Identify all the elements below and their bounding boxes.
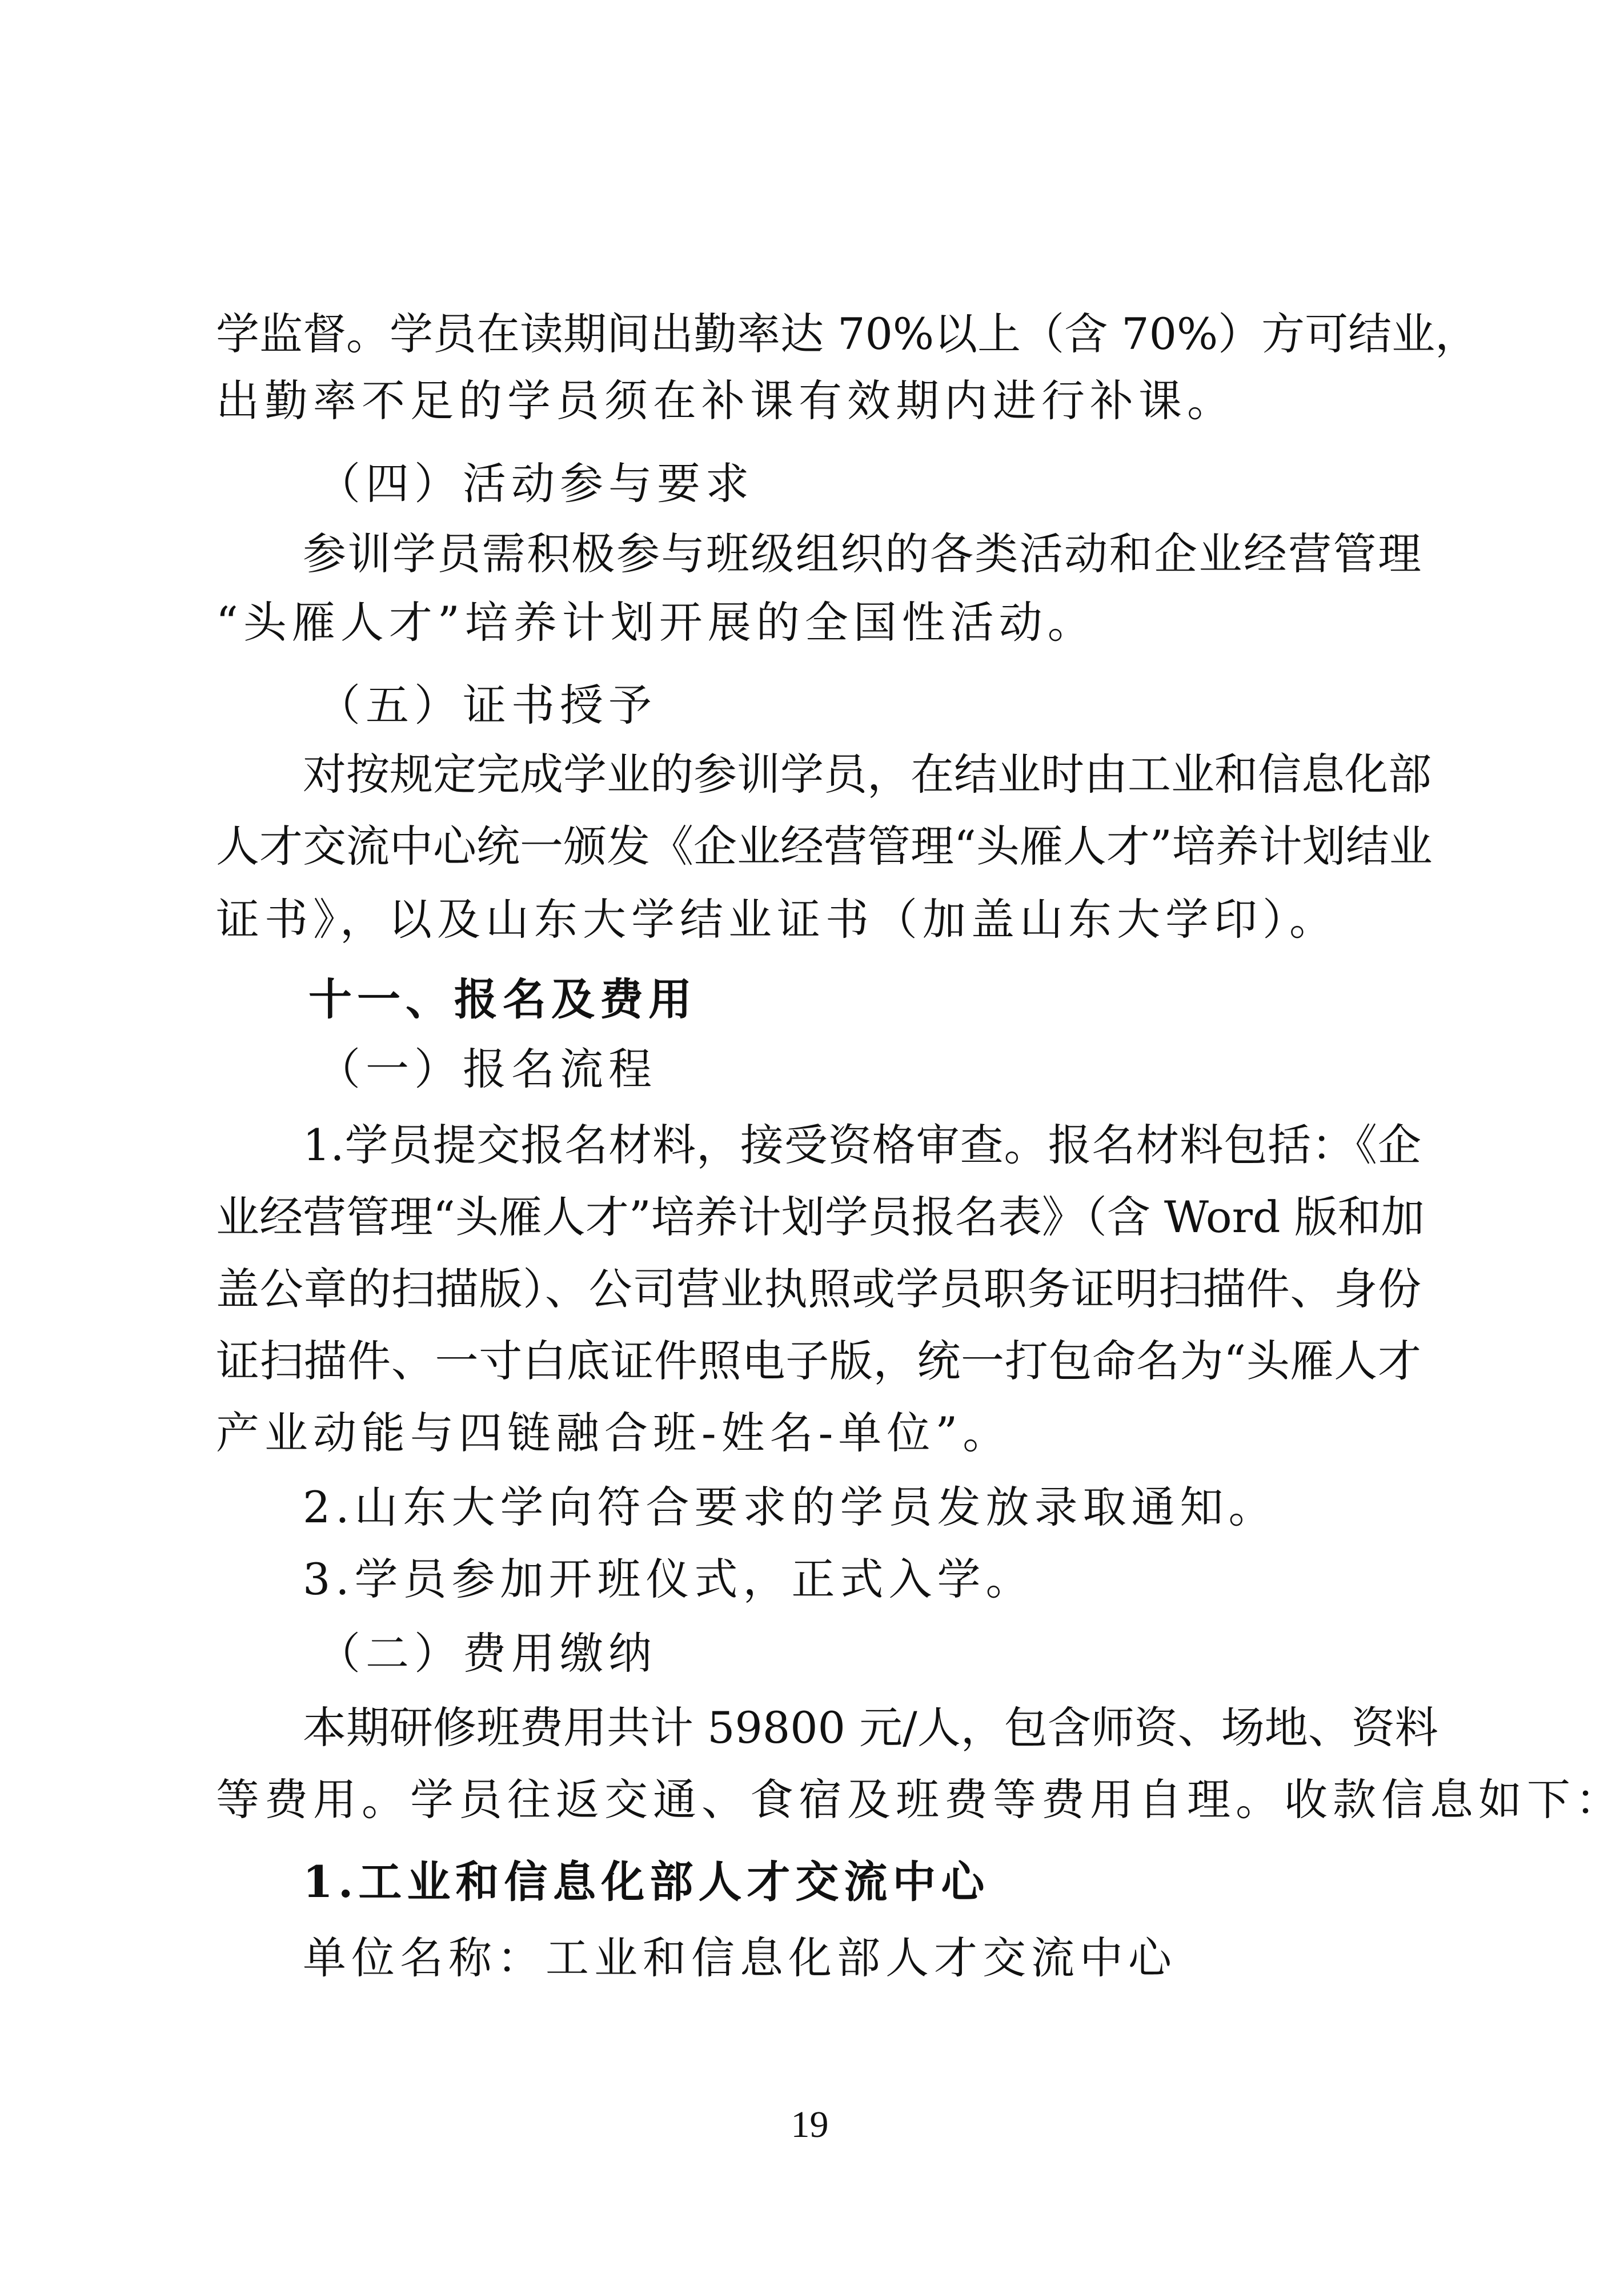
page-number: 19 xyxy=(791,2104,829,2145)
paragraph-line: 业经营管理“头雁人才”培养计划学员报名表》（含 Word 版和加 xyxy=(216,1192,1425,1242)
paragraph-line: 等费用。学员往返交通、食宿及班费等费用自理。收款信息如下： xyxy=(216,1774,1624,1825)
paragraph-line: 1.学员提交报名材料，接受资格审查。报名材料包括：《企 xyxy=(303,1120,1421,1170)
paragraph-line: 证书》，以及山东大学结业证书（加盖山东大学印）。 xyxy=(216,894,1338,945)
paragraph-line: 人才交流中心统一颁发《企业经营管理“头雁人才”培养计划结业 xyxy=(216,821,1433,872)
section-heading: （二）费用缴纳 xyxy=(317,1628,657,1679)
section-heading: （四）活动参与要求 xyxy=(317,458,754,509)
paragraph-line: 3.学员参加开班仪式，正式入学。 xyxy=(303,1554,1034,1605)
paragraph-line: 学监督。学员在读期间出勤率达 70%以上（含 70%）方可结业， xyxy=(216,308,1479,359)
chapter-heading: 十一、报名及费用 xyxy=(308,974,697,1025)
paragraph-line: 盖公章的扫描版）、公司营业执照或学员职务证明扫描件、身份 xyxy=(216,1264,1421,1314)
section-heading: （五）证书授予 xyxy=(317,680,657,731)
paragraph-line: 出勤率不足的学员须在补课有效期内进行补课。 xyxy=(216,375,1236,426)
paragraph-line: “头雁人才”培养计划开展的全国性活动。 xyxy=(216,597,1096,648)
paragraph-line: 单位名称：工业和信息化部人才交流中心 xyxy=(303,1932,1177,1983)
paragraph-line: 对按规定完成学业的参训学员，在结业时由工业和信息化部 xyxy=(303,749,1431,800)
paragraph-line: 产业动能与四链融合班-姓名-单位”。 xyxy=(216,1407,1012,1458)
paragraph-line: 参训学员需积极参与班级组织的各类活动和企业经营管理 xyxy=(303,528,1421,579)
subsection-heading: 1.工业和信息化部人才交流中心 xyxy=(303,1856,990,1907)
paragraph-line: 2.山东大学向符合要求的学员发放录取通知。 xyxy=(303,1482,1277,1533)
paragraph-line: 证扫描件、一寸白底证件照电子版，统一打包命名为“头雁人才 xyxy=(216,1336,1421,1386)
paragraph-line: 本期研修班费用共计 59800 元/人，包含师资、场地、资料 xyxy=(303,1702,1438,1753)
section-heading: （一）报名流程 xyxy=(317,1044,657,1094)
